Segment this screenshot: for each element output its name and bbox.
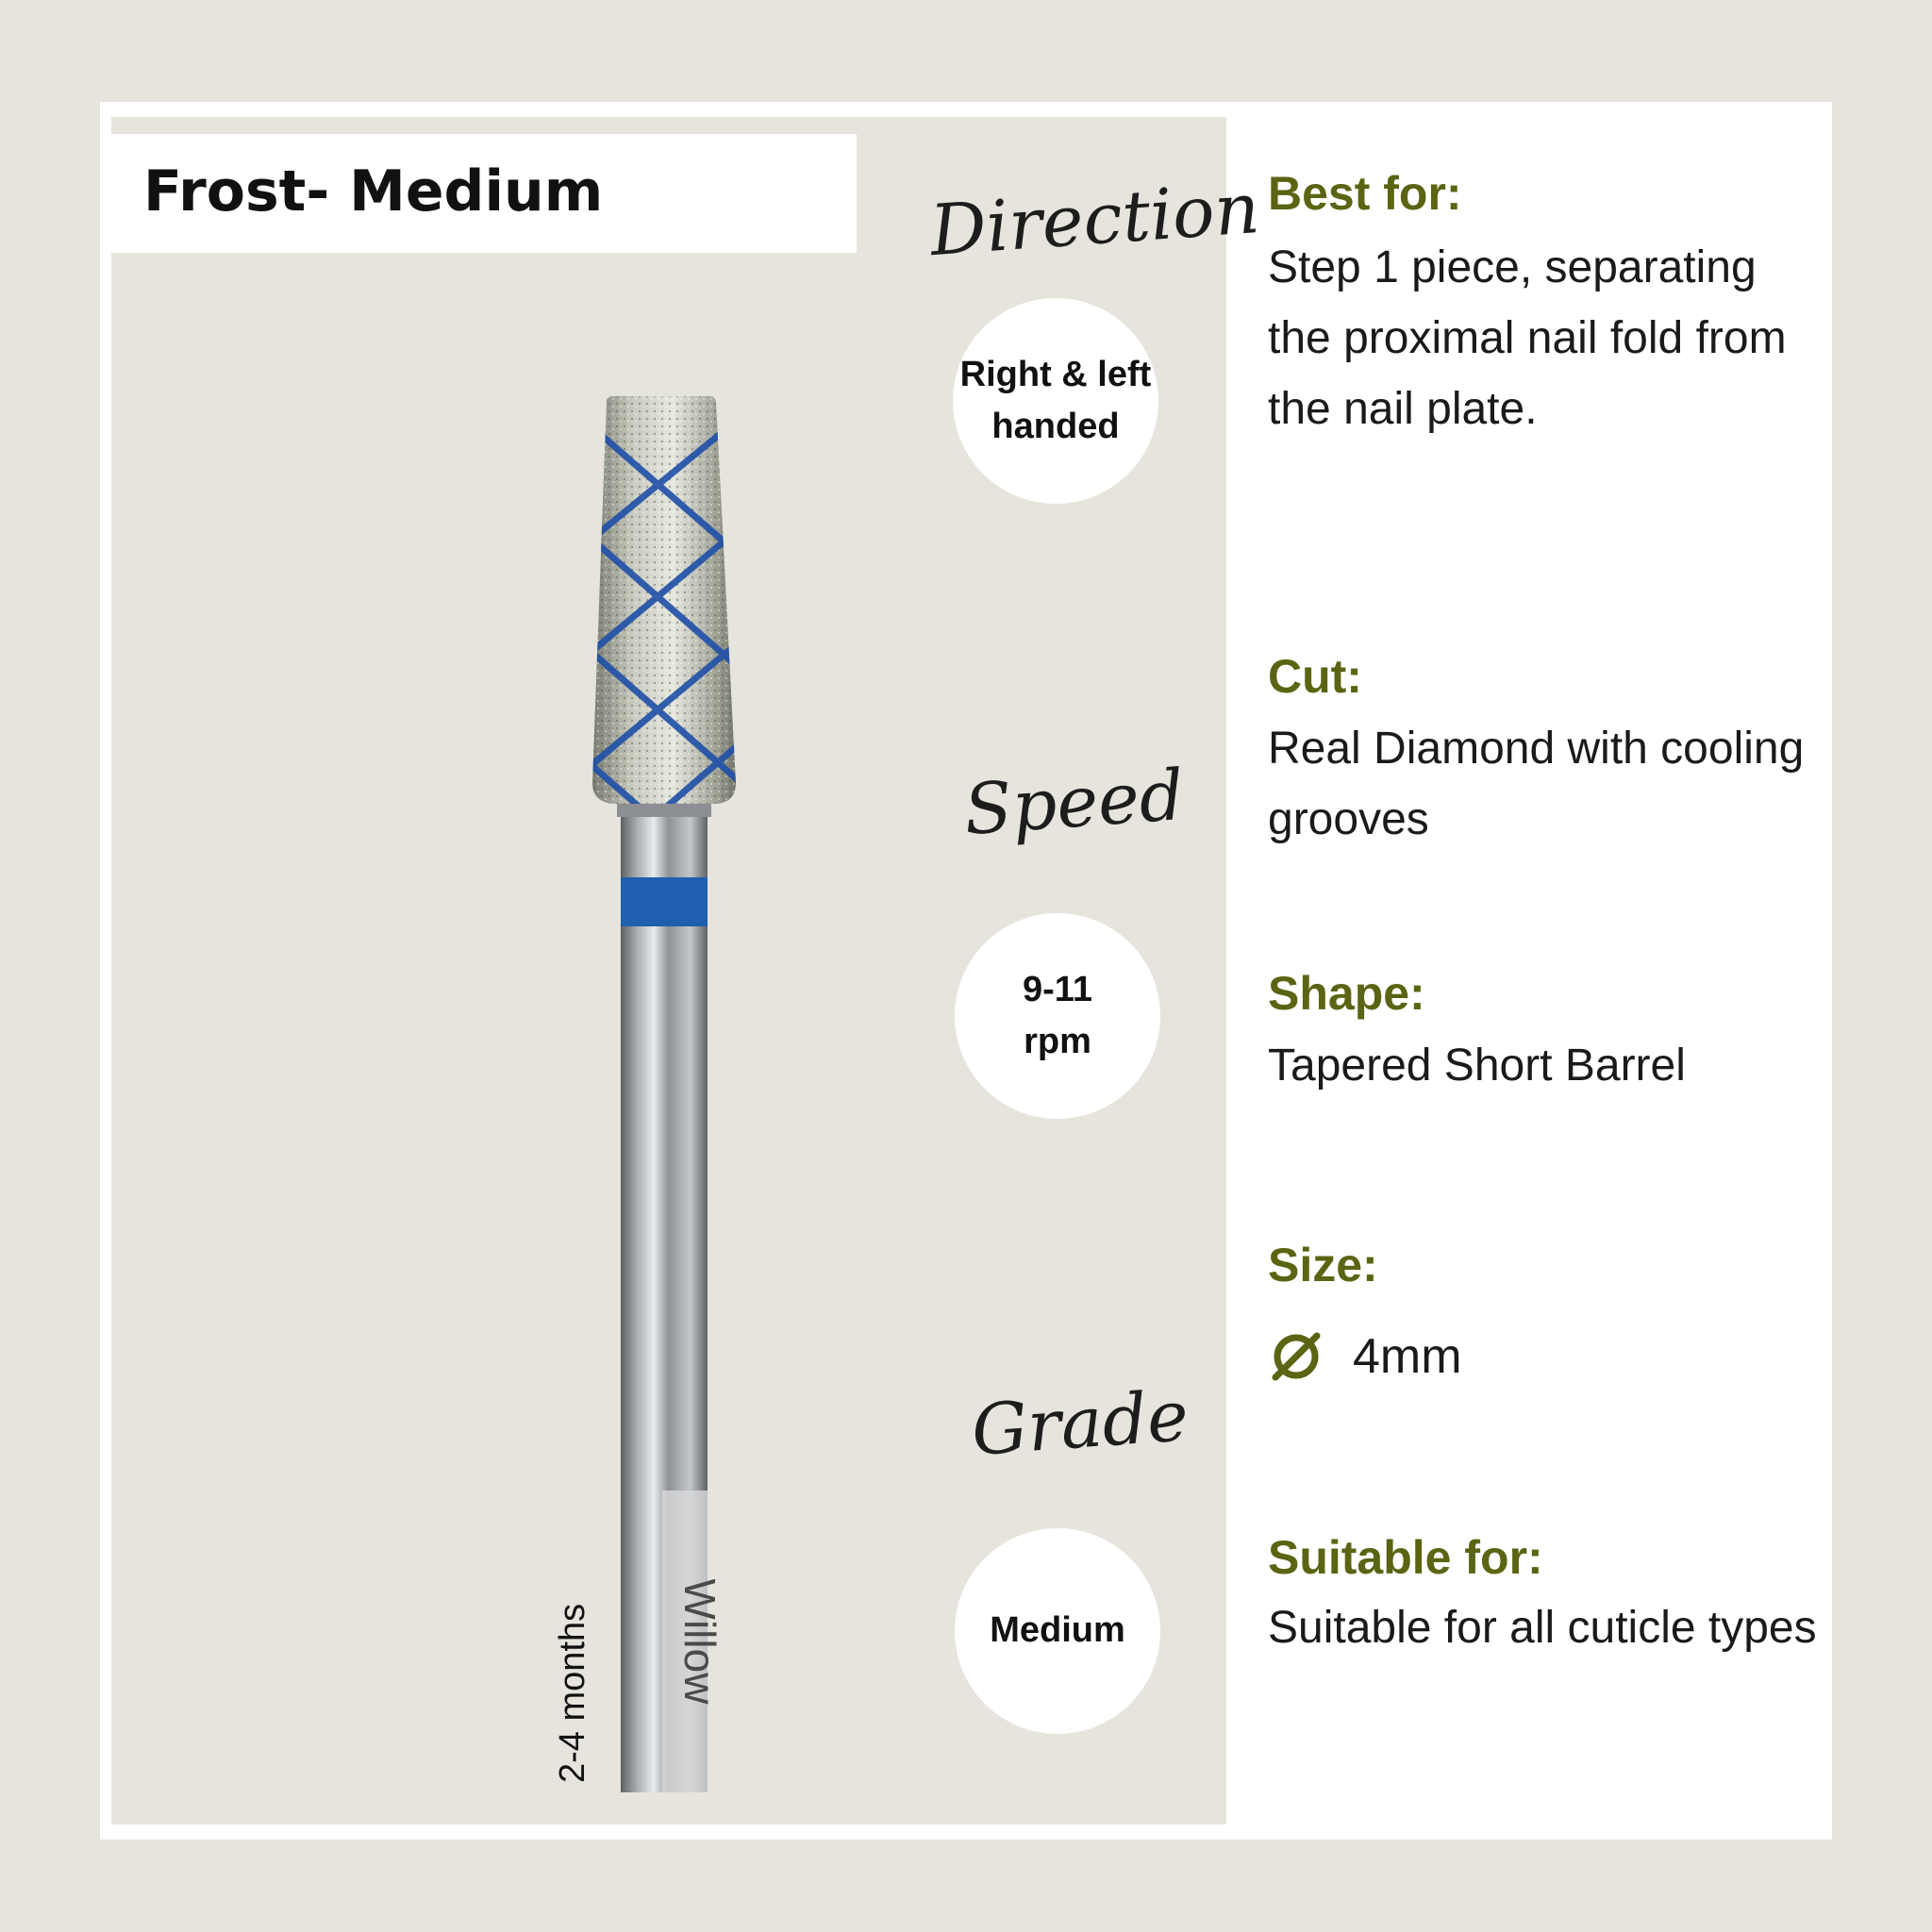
grade-badge — [955, 1528, 1160, 1734]
bit-engraving: Willow — [675, 1578, 724, 1705]
diameter-icon — [1268, 1328, 1324, 1385]
direction-badge — [953, 298, 1158, 504]
speed-badge — [955, 913, 1160, 1119]
direction-label: Direction — [927, 167, 1262, 273]
best-for-heading: Best for: — [1268, 167, 1462, 220]
diamond-head — [585, 387, 745, 877]
cut-text: Real Diamond with cooling grooves — [1268, 724, 1805, 844]
speed-label: Speed — [961, 754, 1187, 852]
speed-value: 9-11 rpm — [1023, 969, 1092, 1061]
shape-text: Tapered Short Barrel — [1268, 1041, 1686, 1091]
grade-label: Grade — [969, 1375, 1191, 1472]
drill-bit-image — [585, 387, 745, 1792]
size-text: 4mm — [1353, 1329, 1462, 1384]
suitable-for-text: Suitable for all cuticle types — [1268, 1603, 1817, 1653]
product-title: Frost- Medium — [143, 158, 604, 225]
size-heading: Size: — [1268, 1239, 1378, 1291]
grade-value: Medium — [990, 1610, 1125, 1651]
size-row — [1268, 1328, 1462, 1385]
best-for-text: Step 1 piece, separating the proximal nail fold from the nail plate. — [1268, 242, 1787, 434]
direction-value: Right & left handed — [959, 354, 1152, 446]
lifespan-label: 2-4 months — [553, 1603, 592, 1783]
suitable-for-heading: Suitable for: — [1268, 1531, 1543, 1584]
cut-heading: Cut: — [1268, 650, 1362, 703]
color-band — [621, 877, 708, 926]
shape-heading: Shape: — [1268, 967, 1425, 1020]
